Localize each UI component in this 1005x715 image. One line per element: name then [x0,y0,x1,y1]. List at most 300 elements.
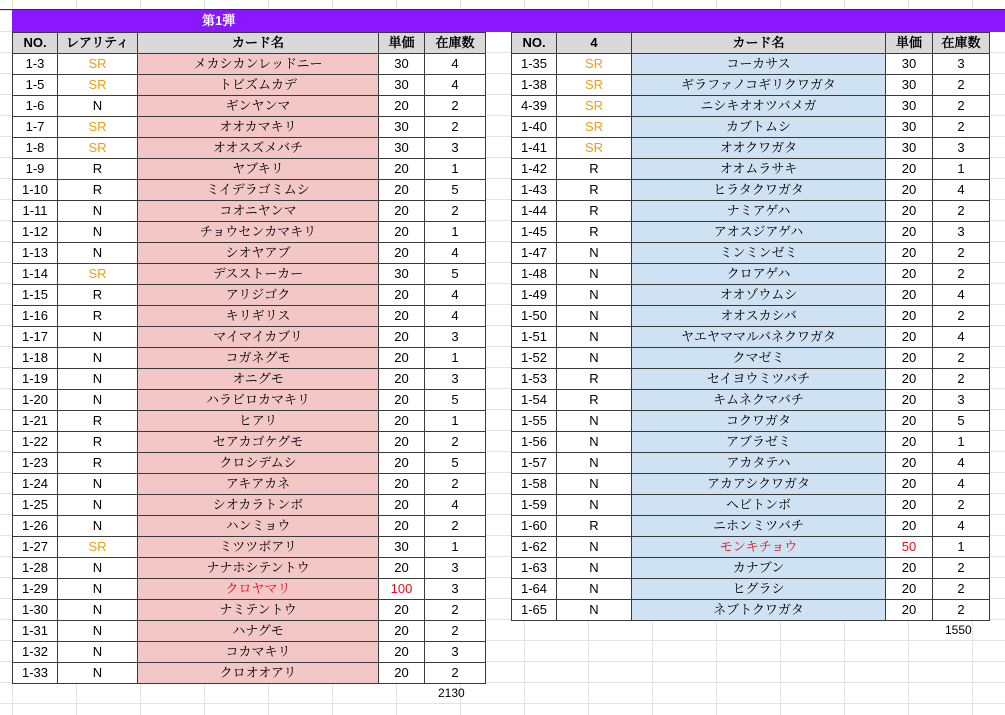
rarity-cell[interactable]: N [58,243,138,264]
stock-count-cell[interactable]: 3 [933,138,990,159]
rarity-cell[interactable]: N [557,537,632,558]
rarity-cell[interactable]: SR [557,96,632,117]
card-number-cell[interactable]: 1-41 [512,138,557,159]
card-number-cell[interactable]: 1-30 [13,600,58,621]
card-number-cell[interactable]: 1-59 [512,495,557,516]
unit-price-cell[interactable]: 20 [886,558,933,579]
stock-count-cell[interactable]: 1 [425,159,486,180]
card-number-cell[interactable]: 1-24 [13,474,58,495]
rarity-cell[interactable]: N [58,516,138,537]
rarity-cell[interactable]: N [58,495,138,516]
card-name-cell[interactable]: ヒグラシ [632,579,886,600]
card-name-cell[interactable]: アブラゼミ [632,432,886,453]
card-name-cell[interactable]: ハナグモ [138,621,379,642]
stock-count-cell[interactable]: 2 [933,201,990,222]
card-name-cell[interactable]: セイヨウミツバチ [632,369,886,390]
card-number-cell[interactable]: 1-19 [13,369,58,390]
stock-count-cell[interactable]: 3 [933,390,990,411]
unit-price-cell[interactable]: 30 [379,537,425,558]
stock-count-cell[interactable]: 4 [933,285,990,306]
card-number-cell[interactable]: 1-63 [512,558,557,579]
rarity-cell[interactable]: N [557,474,632,495]
stock-count-cell[interactable]: 3 [933,222,990,243]
stock-count-cell[interactable]: 5 [425,264,486,285]
unit-price-cell[interactable]: 20 [886,369,933,390]
card-number-cell[interactable]: 1-14 [13,264,58,285]
card-name-cell[interactable]: シオヤアブ [138,243,379,264]
unit-price-cell[interactable]: 20 [379,516,425,537]
card-name-cell[interactable]: クロアゲハ [632,264,886,285]
stock-count-cell[interactable]: 1 [425,411,486,432]
rarity-cell[interactable]: N [557,558,632,579]
card-name-cell[interactable]: オオスカシバ [632,306,886,327]
stock-count-cell[interactable]: 1 [425,348,486,369]
rarity-cell[interactable]: SR [557,117,632,138]
rarity-cell[interactable]: N [58,348,138,369]
card-name-cell[interactable]: オニグモ [138,369,379,390]
unit-price-cell[interactable]: 20 [886,432,933,453]
stock-count-cell[interactable]: 4 [425,285,486,306]
stock-count-cell[interactable]: 2 [933,306,990,327]
card-name-cell[interactable]: クロシデムシ [138,453,379,474]
unit-price-cell[interactable]: 20 [379,600,425,621]
rarity-cell[interactable]: N [557,327,632,348]
card-number-cell[interactable]: 1-35 [512,54,557,75]
card-number-cell[interactable]: 1-13 [13,243,58,264]
unit-price-cell[interactable]: 20 [886,201,933,222]
rarity-cell[interactable]: N [557,495,632,516]
unit-price-cell[interactable]: 20 [379,642,425,663]
stock-count-cell[interactable]: 5 [425,390,486,411]
rarity-cell[interactable]: R [58,180,138,201]
unit-price-cell[interactable]: 30 [886,75,933,96]
stock-count-cell[interactable]: 4 [425,306,486,327]
stock-count-cell[interactable]: 3 [425,642,486,663]
unit-price-cell[interactable]: 20 [886,579,933,600]
rarity-cell[interactable]: N [557,579,632,600]
card-name-cell[interactable]: デスストーカー [138,264,379,285]
rarity-cell[interactable]: SR [557,138,632,159]
rarity-cell[interactable]: R [557,369,632,390]
stock-count-cell[interactable]: 4 [425,243,486,264]
header-price[interactable]: 単価 [379,33,425,54]
card-number-cell[interactable]: 1-17 [13,327,58,348]
stock-count-cell[interactable]: 1 [933,432,990,453]
card-name-cell[interactable]: ニホンミツバチ [632,516,886,537]
card-number-cell[interactable]: 1-33 [13,663,58,684]
unit-price-cell[interactable]: 20 [886,411,933,432]
unit-price-cell[interactable]: 20 [379,495,425,516]
card-name-cell[interactable]: ハンミョウ [138,516,379,537]
rarity-cell[interactable]: N [557,600,632,621]
stock-count-cell[interactable]: 2 [425,117,486,138]
unit-price-cell[interactable]: 20 [379,306,425,327]
rarity-cell[interactable]: R [58,285,138,306]
card-name-cell[interactable]: アオスジアゲハ [632,222,886,243]
unit-price-cell[interactable]: 20 [379,621,425,642]
unit-price-cell[interactable]: 20 [379,558,425,579]
card-number-cell[interactable]: 1-64 [512,579,557,600]
card-name-cell[interactable]: ナナホシテントウ [138,558,379,579]
card-name-cell[interactable]: セアカゴケグモ [138,432,379,453]
stock-count-cell[interactable]: 4 [933,327,990,348]
unit-price-cell[interactable]: 20 [886,306,933,327]
table-row [512,117,990,138]
stock-count-cell[interactable]: 5 [933,411,990,432]
card-name-cell[interactable]: ギラファノコギリクワガタ [632,75,886,96]
card-name-cell[interactable]: ヤブキリ [138,159,379,180]
card-name-cell[interactable]: チョウセンカマキリ [138,222,379,243]
stock-count-cell[interactable]: 2 [933,75,990,96]
card-number-cell[interactable]: 1-40 [512,117,557,138]
rarity-cell[interactable]: SR [557,54,632,75]
card-number-cell[interactable]: 1-16 [13,306,58,327]
header-card-name[interactable]: カード名 [138,33,379,54]
unit-price-cell[interactable]: 20 [886,495,933,516]
rarity-cell[interactable]: SR [58,117,138,138]
card-number-cell[interactable]: 1-49 [512,285,557,306]
stock-count-cell[interactable]: 4 [933,516,990,537]
unit-price-cell[interactable]: 30 [379,75,425,96]
stock-count-cell[interactable]: 3 [425,579,486,600]
card-number-cell[interactable]: 1-27 [13,537,58,558]
unit-price-cell[interactable]: 30 [379,138,425,159]
card-number-cell[interactable]: 1-32 [13,642,58,663]
rarity-cell[interactable]: R [557,222,632,243]
card-number-cell[interactable]: 1-21 [13,411,58,432]
unit-price-cell[interactable]: 20 [886,348,933,369]
card-number-cell[interactable]: 1-60 [512,516,557,537]
stock-count-cell[interactable]: 4 [425,75,486,96]
header-card-name[interactable]: カード名 [632,33,886,54]
unit-price-cell[interactable]: 50 [886,537,933,558]
card-number-cell[interactable]: 1-31 [13,621,58,642]
card-number-cell[interactable]: 1-38 [512,75,557,96]
rarity-cell[interactable]: R [58,306,138,327]
unit-price-cell[interactable]: 20 [886,243,933,264]
unit-price-cell[interactable]: 20 [379,369,425,390]
card-name-cell[interactable]: クマゼミ [632,348,886,369]
rarity-cell[interactable]: N [58,390,138,411]
rarity-cell[interactable]: N [557,432,632,453]
card-name-cell[interactable]: ネブトクワガタ [632,600,886,621]
stock-count-cell[interactable]: 2 [933,348,990,369]
rarity-cell[interactable]: N [58,558,138,579]
card-number-cell[interactable]: 1-53 [512,369,557,390]
unit-price-cell[interactable]: 20 [379,243,425,264]
unit-price-cell[interactable]: 20 [379,474,425,495]
unit-price-cell[interactable]: 20 [379,663,425,684]
card-name-cell[interactable]: ヤエヤママルバネクワガタ [632,327,886,348]
card-number-cell[interactable]: 1-18 [13,348,58,369]
stock-count-cell[interactable]: 4 [425,54,486,75]
card-name-cell[interactable]: ハラビロカマキリ [138,390,379,411]
card-number-cell[interactable]: 1-8 [13,138,58,159]
header-no[interactable]: NO. [512,33,557,54]
unit-price-cell[interactable]: 20 [379,453,425,474]
card-number-cell[interactable]: 1-23 [13,453,58,474]
rarity-cell[interactable]: SR [58,75,138,96]
card-number-cell[interactable]: 1-29 [13,579,58,600]
unit-price-cell[interactable]: 20 [886,285,933,306]
stock-count-cell[interactable]: 2 [933,579,990,600]
stock-count-cell[interactable]: 2 [933,117,990,138]
unit-price-cell[interactable]: 20 [379,285,425,306]
rarity-cell[interactable]: SR [58,54,138,75]
stock-count-cell[interactable]: 3 [425,138,486,159]
stock-count-cell[interactable]: 4 [425,495,486,516]
card-number-cell[interactable]: 1-22 [13,432,58,453]
unit-price-cell[interactable]: 20 [379,327,425,348]
unit-price-cell[interactable]: 20 [886,474,933,495]
card-name-cell[interactable]: キムネクマバチ [632,390,886,411]
card-number-cell[interactable]: 1-48 [512,264,557,285]
card-number-cell[interactable]: 1-58 [512,474,557,495]
unit-price-cell[interactable]: 20 [886,600,933,621]
stock-count-cell[interactable]: 1 [933,537,990,558]
card-number-cell[interactable]: 1-62 [512,537,557,558]
card-number-cell[interactable]: 1-54 [512,390,557,411]
card-number-cell[interactable]: 4-39 [512,96,557,117]
stock-count-cell[interactable]: 2 [933,600,990,621]
rarity-cell[interactable]: N [557,285,632,306]
rarity-cell[interactable]: R [557,159,632,180]
card-number-cell[interactable]: 1-44 [512,201,557,222]
rarity-cell[interactable]: SR [58,138,138,159]
rarity-cell[interactable]: N [58,474,138,495]
unit-price-cell[interactable]: 20 [886,159,933,180]
card-name-cell[interactable]: コクワガタ [632,411,886,432]
stock-count-cell[interactable]: 2 [425,474,486,495]
card-name-cell[interactable]: コカマキリ [138,642,379,663]
set-title[interactable]: 第1弾 [202,13,236,28]
card-name-cell[interactable]: クロヤマリ [138,579,379,600]
rarity-cell[interactable]: R [58,411,138,432]
rarity-cell[interactable]: R [58,159,138,180]
card-name-cell[interactable]: アカタテハ [632,453,886,474]
unit-price-cell[interactable]: 30 [379,117,425,138]
card-number-cell[interactable]: 1-43 [512,180,557,201]
rarity-cell[interactable]: R [58,432,138,453]
stock-count-cell[interactable]: 4 [933,453,990,474]
rarity-cell[interactable]: N [557,348,632,369]
unit-price-cell[interactable]: 20 [379,180,425,201]
card-name-cell[interactable]: コガネグモ [138,348,379,369]
card-name-cell[interactable]: ミンミンゼミ [632,243,886,264]
unit-price-cell[interactable]: 20 [379,201,425,222]
rarity-cell[interactable]: N [58,621,138,642]
header-price[interactable]: 単価 [886,33,933,54]
card-name-cell[interactable]: ナミテントウ [138,600,379,621]
stock-count-cell[interactable]: 2 [425,600,486,621]
unit-price-cell[interactable]: 20 [379,348,425,369]
unit-price-cell[interactable]: 20 [886,327,933,348]
rarity-cell[interactable]: N [58,327,138,348]
table-row [512,201,990,222]
unit-price-cell[interactable]: 20 [379,159,425,180]
unit-price-cell[interactable]: 20 [886,264,933,285]
rarity-cell[interactable]: N [58,642,138,663]
stock-count-cell[interactable]: 2 [933,96,990,117]
card-number-cell[interactable]: 1-11 [13,201,58,222]
stock-count-cell[interactable]: 4 [933,180,990,201]
card-number-cell[interactable]: 1-57 [512,453,557,474]
stock-count-cell[interactable]: 3 [933,54,990,75]
stock-count-cell[interactable]: 4 [933,474,990,495]
rarity-cell[interactable]: N [557,306,632,327]
rarity-cell[interactable]: N [557,453,632,474]
header-stock[interactable]: 在庫数 [425,33,486,54]
card-number-cell[interactable]: 1-12 [13,222,58,243]
stock-count-cell[interactable]: 2 [425,663,486,684]
stock-count-cell[interactable]: 2 [425,201,486,222]
stock-count-cell[interactable]: 2 [933,495,990,516]
card-number-cell[interactable]: 1-50 [512,306,557,327]
stock-count-cell[interactable]: 2 [933,264,990,285]
card-number-cell[interactable]: 1-3 [13,54,58,75]
rarity-cell[interactable]: N [557,411,632,432]
card-name-cell[interactable]: カナブン [632,558,886,579]
unit-price-cell[interactable]: 30 [379,54,425,75]
card-number-cell[interactable]: 1-9 [13,159,58,180]
card-name-cell[interactable]: カブトムシ [632,117,886,138]
card-number-cell[interactable]: 1-25 [13,495,58,516]
card-number-cell[interactable]: 1-51 [512,327,557,348]
unit-price-cell[interactable]: 20 [379,96,425,117]
unit-price-cell[interactable]: 30 [886,138,933,159]
header-no[interactable]: NO. [13,33,58,54]
stock-count-cell[interactable]: 3 [425,327,486,348]
stock-count-cell[interactable]: 2 [933,558,990,579]
card-name-cell[interactable]: メカシカンレッドニー [138,54,379,75]
card-number-cell[interactable]: 1-52 [512,348,557,369]
card-name-cell[interactable]: コオニヤンマ [138,201,379,222]
unit-price-cell[interactable]: 20 [886,453,933,474]
stock-count-cell[interactable]: 1 [425,537,486,558]
card-number-cell[interactable]: 1-28 [13,558,58,579]
card-name-cell[interactable]: アリジゴク [138,285,379,306]
stock-count-cell[interactable]: 2 [933,369,990,390]
card-number-cell[interactable]: 1-7 [13,117,58,138]
stock-count-cell[interactable]: 1 [933,159,990,180]
unit-price-cell[interactable]: 20 [886,516,933,537]
rarity-cell[interactable]: R [557,180,632,201]
stock-count-cell[interactable]: 2 [425,432,486,453]
rarity-cell[interactable]: R [557,516,632,537]
stock-count-cell[interactable]: 1 [425,222,486,243]
unit-price-cell[interactable]: 20 [379,432,425,453]
unit-price-cell[interactable]: 30 [886,117,933,138]
card-name-cell[interactable]: キリギリス [138,306,379,327]
unit-price-cell[interactable]: 30 [379,264,425,285]
unit-price-cell[interactable]: 30 [886,54,933,75]
card-number-cell[interactable]: 1-65 [512,600,557,621]
rarity-cell[interactable]: N [557,243,632,264]
card-number-cell[interactable]: 1-10 [13,180,58,201]
card-number-cell[interactable]: 1-15 [13,285,58,306]
rarity-cell[interactable]: SR [58,537,138,558]
rarity-cell[interactable]: N [58,600,138,621]
rarity-cell[interactable]: SR [58,264,138,285]
stock-count-cell[interactable]: 2 [425,516,486,537]
card-name-cell[interactable]: ナミアゲハ [632,201,886,222]
card-number-cell[interactable]: 1-26 [13,516,58,537]
card-number-cell[interactable]: 1-55 [512,411,557,432]
rarity-cell[interactable]: R [557,390,632,411]
card-number-cell[interactable]: 1-5 [13,75,58,96]
card-number-cell[interactable]: 1-6 [13,96,58,117]
unit-price-cell[interactable]: 20 [379,222,425,243]
unit-price-cell[interactable]: 20 [379,411,425,432]
rarity-cell[interactable]: N [58,96,138,117]
rarity-cell[interactable]: N [58,222,138,243]
card-name-cell[interactable]: オオクワガタ [632,138,886,159]
unit-price-cell[interactable]: 20 [886,222,933,243]
card-name-cell[interactable]: クロオオアリ [138,663,379,684]
stock-count-cell[interactable]: 2 [933,243,990,264]
rarity-cell[interactable]: N [58,579,138,600]
unit-price-cell[interactable]: 30 [886,96,933,117]
rarity-cell[interactable]: N [557,264,632,285]
card-name-cell[interactable]: マイマイカブリ [138,327,379,348]
card-name-cell[interactable]: オオカマキリ [138,117,379,138]
rarity-cell[interactable]: R [557,201,632,222]
header-rarity[interactable]: レアリティ [58,33,138,54]
card-name-cell[interactable]: トビズムカデ [138,75,379,96]
card-name-cell[interactable]: ヒラタクワガタ [632,180,886,201]
stock-count-cell[interactable]: 2 [425,621,486,642]
rarity-cell[interactable]: N [58,201,138,222]
rarity-cell[interactable]: N [58,663,138,684]
card-number-cell[interactable]: 1-45 [512,222,557,243]
card-number-cell[interactable]: 1-42 [512,159,557,180]
card-name-cell[interactable]: ヒアリ [138,411,379,432]
card-name-cell[interactable]: ギンヤンマ [138,96,379,117]
card-number-cell[interactable]: 1-47 [512,243,557,264]
stock-count-cell[interactable]: 2 [425,96,486,117]
card-name-cell[interactable]: ヘビトンボ [632,495,886,516]
right-total[interactable]: 1550 [945,623,972,637]
card-name-cell[interactable]: コーカサス [632,54,886,75]
card-name-cell[interactable]: オオスズメバチ [138,138,379,159]
unit-price-cell[interactable]: 20 [886,180,933,201]
rarity-cell[interactable]: N [58,369,138,390]
card-number-cell[interactable]: 1-56 [512,432,557,453]
card-name-cell[interactable]: アキアカネ [138,474,379,495]
header-stock[interactable]: 在庫数 [933,33,990,54]
card-name-cell[interactable]: ニシキオオツバメガ [632,96,886,117]
card-name-cell[interactable]: シオカラトンボ [138,495,379,516]
unit-price-cell[interactable]: 100 [379,579,425,600]
card-name-cell[interactable]: ミイデラゴミムシ [138,180,379,201]
rarity-cell[interactable]: SR [557,75,632,96]
stock-count-cell[interactable]: 3 [425,369,486,390]
stock-count-cell[interactable]: 3 [425,558,486,579]
card-name-cell[interactable]: ミツツボアリ [138,537,379,558]
stock-count-cell[interactable]: 5 [425,453,486,474]
left-total[interactable]: 2130 [438,686,465,700]
card-name-cell[interactable]: モンキチョウ [632,537,886,558]
unit-price-cell[interactable]: 20 [886,390,933,411]
header-rarity[interactable]: 4 [557,33,632,54]
rarity-cell[interactable]: R [58,453,138,474]
card-name-cell[interactable]: オオゾウムシ [632,285,886,306]
stock-count-cell[interactable]: 5 [425,180,486,201]
card-name-cell[interactable]: アカアシクワガタ [632,474,886,495]
card-name-cell[interactable]: オオムラサキ [632,159,886,180]
unit-price-cell[interactable]: 20 [379,390,425,411]
card-number-cell[interactable]: 1-20 [13,390,58,411]
